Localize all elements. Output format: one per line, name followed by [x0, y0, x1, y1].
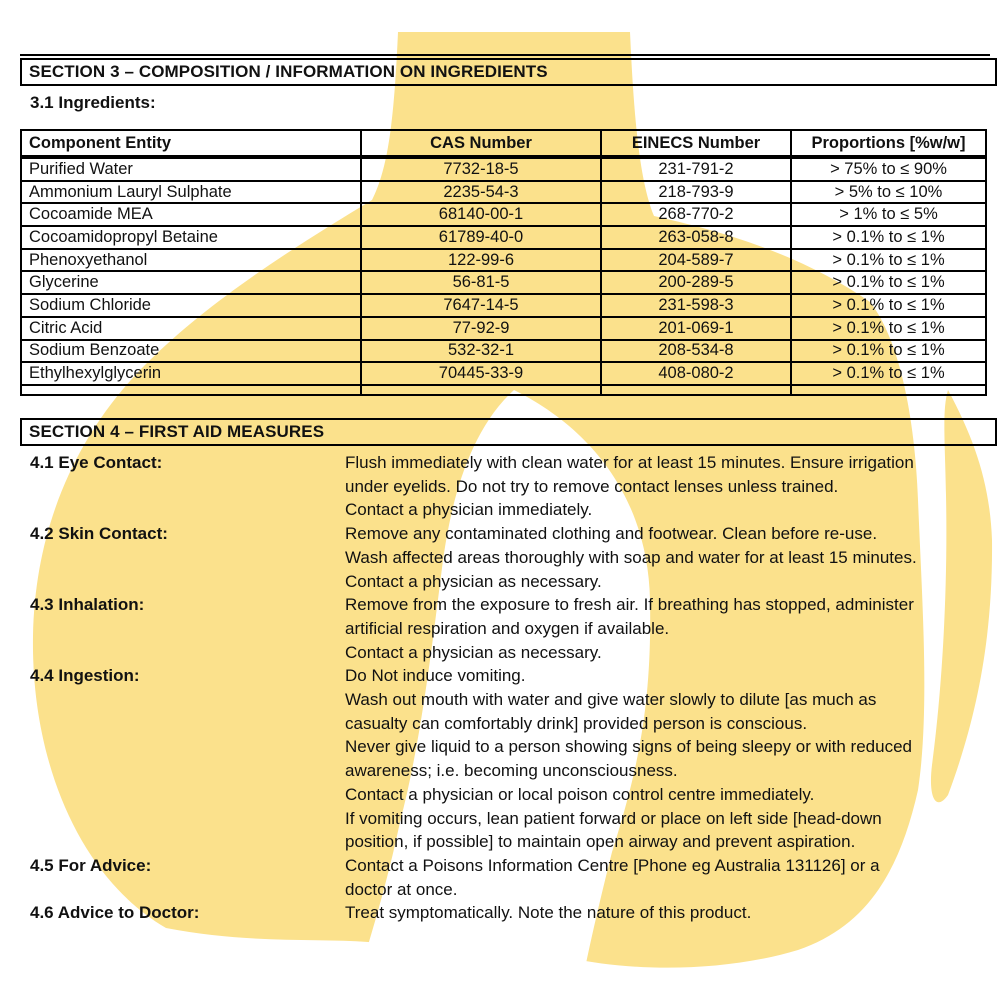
table-cell: 61789-40-0 — [361, 226, 601, 249]
table-row — [21, 157, 986, 181]
section-3-title: SECTION 3 – COMPOSITION / INFORMATION ON INGREDIENTS — [29, 62, 548, 81]
subsection-3-1-label: 3.1 Ingredients: — [30, 93, 156, 112]
table-cell: 7732-18-5 — [361, 157, 601, 181]
first-aid-text-line: Do Not induce vomiting. — [345, 666, 526, 686]
table-cell: Purified Water — [21, 157, 361, 181]
table-row — [21, 249, 986, 272]
first-aid-text-line: Contact a physician as necessary. — [345, 571, 602, 591]
section-4-title: SECTION 4 – FIRST AID MEASURES — [29, 422, 325, 441]
first-aid-label: 4.3 Inhalation: — [30, 595, 145, 615]
first-aid-item — [30, 664, 980, 854]
table-cell: 208-534-8 — [601, 340, 791, 363]
table-cell: 201-069-1 — [601, 317, 791, 340]
first-aid-text-line: If vomiting occurs, lean patient forward or place on left side [head-down — [345, 808, 882, 828]
first-aid-text-line: Contact a physician immediately. — [345, 500, 593, 520]
column-header: Component Entity — [21, 130, 361, 157]
column-header: EINECS Number — [601, 130, 791, 157]
table-cell: 532-32-1 — [361, 340, 601, 363]
table-row — [21, 203, 986, 226]
table-cell: 122-99-6 — [361, 249, 601, 272]
first-aid-text-line: awareness; i.e. becoming unconsciousness. — [345, 761, 678, 781]
first-aid-label: 4.6 Advice to Doctor: — [30, 903, 200, 923]
first-aid-text-line: Contact a physician as necessary. — [345, 642, 602, 662]
table-cell: > 1% to ≤ 5% — [791, 203, 986, 226]
table-row — [21, 271, 986, 294]
first-aid-item — [30, 593, 980, 664]
first-aid-text — [345, 664, 980, 854]
first-aid-text — [345, 522, 980, 593]
empty-cell — [21, 385, 361, 395]
top-rule — [20, 54, 990, 56]
table-cell: 268-770-2 — [601, 203, 791, 226]
table-cell: Cocoamidopropyl Betaine — [21, 226, 361, 249]
first-aid-text-line: Remove any contaminated clothing and footwear. Clean before re-use. — [345, 524, 878, 544]
first-aid-text-line: position, if possible] to maintain open airway and prevent aspiration. — [345, 832, 856, 852]
table-cell: 56-81-5 — [361, 271, 601, 294]
first-aid-text-line: artificial respiration and oxygen if available. — [345, 618, 670, 638]
first-aid-list — [30, 451, 980, 925]
table-row — [21, 362, 986, 385]
table-cell: 68140-00-1 — [361, 203, 601, 226]
first-aid-text-line: Wash out mouth with water and give water slowly to dilute [as much as — [345, 690, 877, 710]
header-row — [21, 130, 986, 157]
table-cell: > 0.1% to ≤ 1% — [791, 249, 986, 272]
table-cell: 263-058-8 — [601, 226, 791, 249]
table-cell: > 0.1% to ≤ 1% — [791, 340, 986, 363]
table-cell: > 0.1% to ≤ 1% — [791, 317, 986, 340]
first-aid-text — [345, 451, 980, 522]
first-aid-item — [30, 854, 980, 901]
table-cell: 200-289-5 — [601, 271, 791, 294]
table-cell: Citric Acid — [21, 317, 361, 340]
table-cell: 231-598-3 — [601, 294, 791, 317]
table-cell: > 0.1% to ≤ 1% — [791, 294, 986, 317]
section-3-header — [20, 58, 997, 86]
table-cell: 7647-14-5 — [361, 294, 601, 317]
table-cell: Cocoamide MEA — [21, 203, 361, 226]
table-row — [21, 226, 986, 249]
first-aid-text — [345, 901, 980, 925]
first-aid-text — [345, 593, 980, 664]
table-cell: > 0.1% to ≤ 1% — [791, 271, 986, 294]
first-aid-text-line: Contact a Poisons Information Centre [Phone eg Australia 131126] or a — [345, 855, 880, 875]
table-cell: > 5% to ≤ 10% — [791, 181, 986, 204]
table-cell: 2235-54-3 — [361, 181, 601, 204]
first-aid-label: 4.1 Eye Contact: — [30, 453, 163, 472]
column-header: CAS Number — [361, 130, 601, 157]
first-aid-text-line: Remove from the exposure to fresh air. If breathing has stopped, administer — [345, 595, 914, 615]
first-aid-text-line: under eyelids. Do not try to remove contact lenses unless trained. — [345, 476, 839, 496]
first-aid-text-line: Flush immediately with clean water for at least 15 minutes. Ensure irrigation — [345, 453, 914, 472]
table-cell: Sodium Chloride — [21, 294, 361, 317]
first-aid-text — [345, 854, 980, 901]
ingredients-table — [20, 129, 987, 396]
ingredients-table-body — [21, 157, 986, 395]
first-aid-text-line: Wash affected areas thoroughly with soap and water for at least 15 minutes. — [345, 547, 917, 567]
table-cell: 408-080-2 — [601, 362, 791, 385]
table-cell: Glycerine — [21, 271, 361, 294]
empty-cell — [791, 385, 986, 395]
table-row — [21, 181, 986, 204]
first-aid-label: 4.5 For Advice: — [30, 855, 152, 875]
column-header: Proportions [%w/w] — [791, 130, 986, 157]
section-4-header — [20, 418, 997, 446]
table-cell: 204-589-7 — [601, 249, 791, 272]
first-aid-item — [30, 451, 980, 522]
first-aid-text-line: Never give liquid to a person showing signs of being sleepy or with reduced — [345, 737, 912, 757]
first-aid-text-line: Treat symptomatically. Note the nature of this product. — [345, 903, 752, 923]
first-aid-item — [30, 901, 980, 925]
empty-cell — [361, 385, 601, 395]
table-cell: 218-793-9 — [601, 181, 791, 204]
table-cell: > 75% to ≤ 90% — [791, 157, 986, 181]
ingredients-table-head — [21, 130, 986, 157]
table-cell: 70445-33-9 — [361, 362, 601, 385]
table-cell: 231-791-2 — [601, 157, 791, 181]
empty-cell — [601, 385, 791, 395]
first-aid-text-line: doctor at once. — [345, 879, 458, 899]
first-aid-label: 4.4 Ingestion: — [30, 666, 140, 686]
first-aid-text-line: casualty can comfortably drink] provided person is conscious. — [345, 713, 808, 733]
empty-spacer-row — [21, 385, 986, 395]
table-cell: > 0.1% to ≤ 1% — [791, 362, 986, 385]
table-cell: 77-92-9 — [361, 317, 601, 340]
table-cell: Phenoxyethanol — [21, 249, 361, 272]
table-row — [21, 294, 986, 317]
table-cell: Sodium Benzoate — [21, 340, 361, 363]
table-cell: > 0.1% to ≤ 1% — [791, 226, 986, 249]
first-aid-item — [30, 522, 980, 593]
table-cell: Ammonium Lauryl Sulphate — [21, 181, 361, 204]
table-row — [21, 340, 986, 363]
table-row — [21, 317, 986, 340]
first-aid-text-line: Contact a physician or local poison control centre immediately. — [345, 784, 815, 804]
table-cell: Ethylhexylglycerin — [21, 362, 361, 385]
first-aid-label: 4.2 Skin Contact: — [30, 524, 168, 544]
